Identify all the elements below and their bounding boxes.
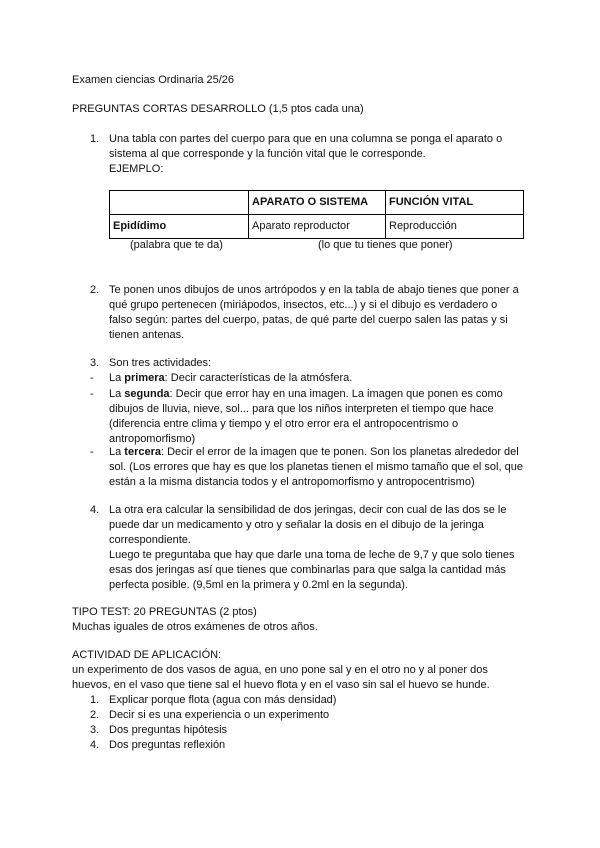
q4-line: puede dar un medicamento y otro y señalar la dosis en el dibujo de la jeringa — [109, 519, 484, 531]
q1-line: Una tabla con partes del cuerpo para que en una columna se ponga el aparato o — [109, 133, 503, 145]
q3-item-line: sol. (Los errores que hay es que los planetas tienen el mismo tamaño que el sol, que — [109, 461, 523, 473]
table-header-function-text: FUNCIÓN VITAL — [389, 196, 474, 208]
table-header-function — [386, 191, 524, 215]
test-heading: TIPO TEST: 20 PREGUNTAS (2 ptos) — [72, 606, 257, 618]
doc-title: Examen ciencias Ordinaria 25/26 — [72, 74, 235, 86]
q3-item-text: : Decir características de la atmósfera. — [164, 372, 353, 384]
table-cell-apparatus: Aparato reproductor — [249, 215, 386, 239]
q2-line: Te ponen unos dibujos de unos artrópodos y en la tabla de abajo tienes que poner a — [109, 284, 519, 296]
q3-item-bold: tercera — [124, 446, 161, 458]
example-table-header-row — [110, 191, 524, 215]
test-line: Muchas iguales de otros exámenes de otros años. — [72, 621, 318, 633]
q4-line: La otra era calcular la sensibilidad de dos jeringas, decir con cual de las dos se le — [109, 504, 507, 516]
activity-heading: ACTIVIDAD DE APLICACIÓN: — [72, 649, 222, 661]
q3-item-prefix: La — [109, 388, 125, 400]
activity-item-number: 4. — [90, 739, 100, 751]
table-cell-function: Reproducción — [386, 215, 524, 239]
q4-text — [109, 503, 529, 593]
q2-line: falso según: partes del cuerpo, patas, de qué parte del cuerpo salen las patas y si — [109, 314, 508, 326]
q3-item-prefix: La — [109, 372, 125, 384]
q2-text — [109, 283, 529, 343]
example-table — [109, 190, 524, 239]
q3-item-text: : Decir que error hay en una imagen. La imagen que ponen es como — [169, 388, 503, 400]
q3-item-line: (diferencia entre clima y tiempo y el otro error era el antropocentrismo o — [109, 418, 459, 430]
activity-item-text: Decir si es una experiencia o un experimento — [109, 709, 330, 721]
table-header-apparatus — [249, 191, 386, 215]
table-header-empty — [110, 191, 249, 215]
activity-item-text: Dos preguntas hipótesis — [109, 724, 228, 736]
q3-dash: - — [90, 372, 94, 384]
q3-item-line — [109, 371, 529, 386]
activity-line: un experimento de dos vasos de agua, en uno pone sal y en el otro no y al poner dos — [72, 664, 488, 676]
q3-dash: - — [90, 446, 94, 458]
q4-line: Luego te preguntaba que hay que darle una toma de leche de 9,7 y que solo tienes — [109, 549, 515, 561]
q1-line: EJEMPLO: — [109, 163, 164, 175]
activity-item-text: Dos preguntas reflexión — [109, 739, 226, 751]
q3-item-first — [109, 371, 529, 386]
q3-item-line: antropomorfismo) — [109, 433, 196, 445]
table-note-right: (lo que tu tienes que poner) — [318, 239, 453, 251]
q1-line: sistema al que corresponde y la función vital que le corresponde. — [109, 148, 426, 160]
table-note-left: (palabra que te da) — [130, 239, 223, 251]
q4-line: perfecta posible. (9,5ml en la primera y 0.2ml en la segunda). — [109, 579, 408, 591]
activity-item-number: 1. — [90, 694, 100, 706]
q2-line: tienen antenas. — [109, 329, 185, 341]
q2-number: 2. — [90, 284, 100, 296]
q3-item-bold: segunda — [124, 388, 170, 400]
table-cell-body-part — [110, 215, 249, 239]
q1-text — [109, 132, 529, 177]
table-cell-body-part-text: Epidídimo — [113, 220, 167, 232]
q3-item-line — [109, 445, 529, 460]
q1-number: 1. — [90, 133, 100, 145]
q3-item-third — [109, 445, 529, 490]
q3-item-second — [109, 387, 529, 447]
q3-item-line: dibujos de lluvia, nieve, sol... para que los niños interpreten el tiempo que hace — [109, 403, 494, 415]
activity-line: huevos, en el vaso que tiene sal el huevo flota y en el vaso sin sal el huevo se hunde. — [72, 679, 490, 691]
q3-number: 3. — [90, 357, 100, 369]
q4-line: correspondiente. — [109, 534, 191, 546]
q3-item-bold: primera — [124, 372, 165, 384]
q2-line: qué grupo pertenecen (miriápodos, insectos, etc...) y si el dibujo es verdadero o — [109, 299, 498, 311]
activity-item-number: 2. — [90, 709, 100, 721]
q3-item-prefix: La — [109, 446, 125, 458]
q3-item-text: : Decir el error de la imagen que te ponen. Son los planetas alrededor del — [161, 446, 519, 458]
example-table-row — [110, 215, 524, 239]
q4-line: esas dos jeringas así que tienes que combinarlas para que salga la cantidad más — [109, 564, 506, 576]
section-short-questions-heading: PREGUNTAS CORTAS DESARROLLO (1,5 ptos cada una) — [72, 103, 364, 115]
q3-dash: - — [90, 388, 94, 400]
q4-number: 4. — [90, 504, 100, 516]
q3-item-line: están a la misma distancia todos y el antropomorfismo y antropocentrismo) — [109, 476, 475, 488]
activity-item-text: Explicar porque flota (agua con más densidad) — [109, 694, 337, 706]
table-header-apparatus-text: APARATO O SISTEMA — [252, 196, 369, 208]
activity-item-number: 3. — [90, 724, 100, 736]
q3-intro: Son tres actividades: — [109, 357, 212, 369]
q3-item-line — [109, 387, 529, 402]
activity-text — [72, 663, 490, 693]
